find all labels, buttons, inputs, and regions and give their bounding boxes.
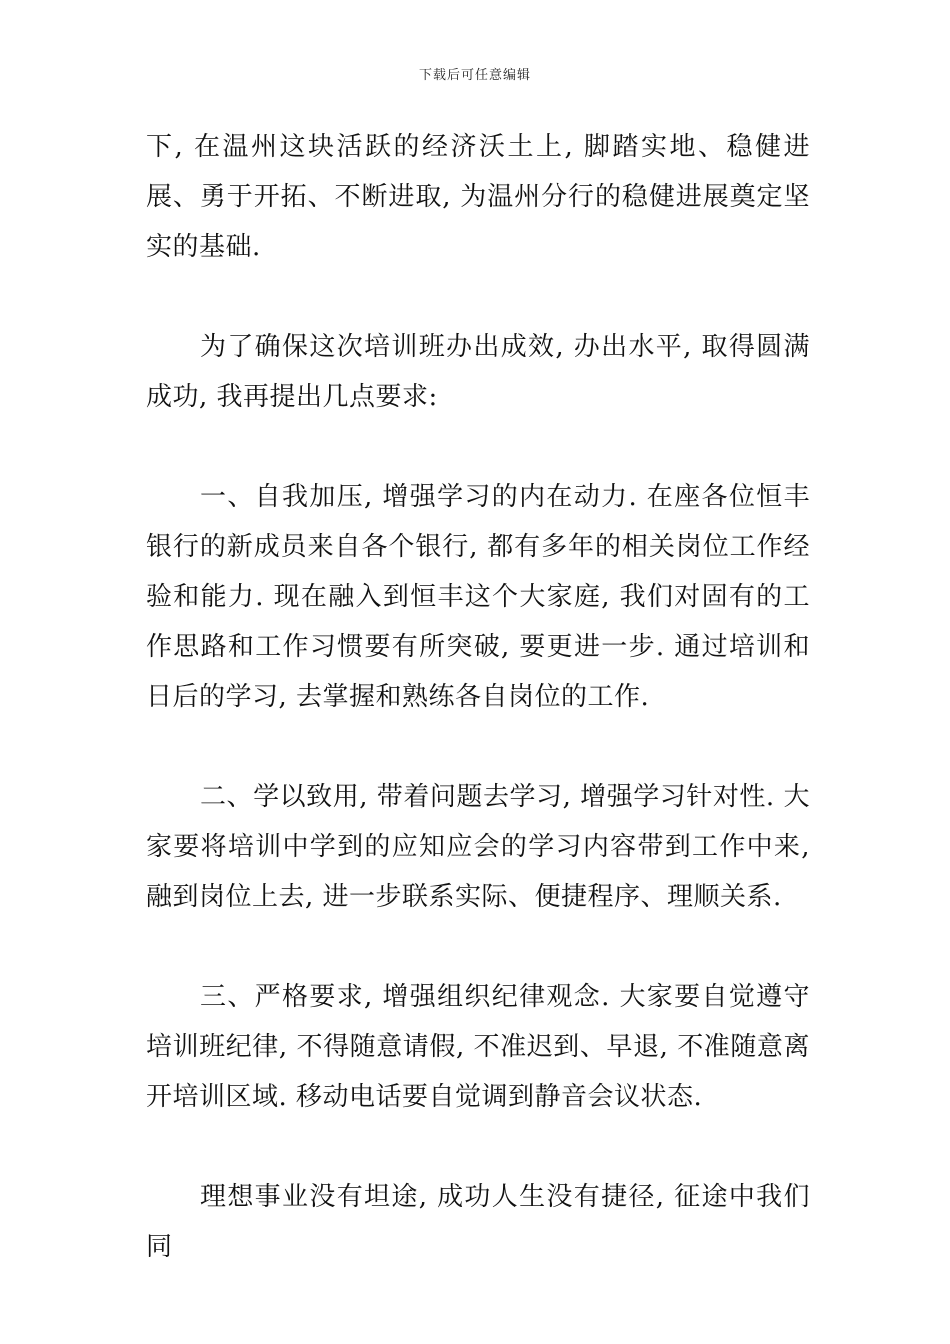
paragraph-requirements-intro: 为了确保这次培训班办出成效, 办出水平, 取得圆满成功, 我再提出几点要求: [146,332,810,412]
paragraph-point-one: 一、自我加压, 增强学习的内在动力. 在座各位恒丰银行的新成员来自各个银行, 都有多年的相关岗位工作经验和能力. 现在融入到恒丰这个大家庭, 我们对固有的工作思路和工作习惯要有所突破, 要更进一步. 通过培训和日后的学习, 去掌握和熟练各自岗位的工作. [146,482,810,712]
paragraph-point-three: 三、严格要求, 增强组织纪律观念. 大家要自觉遵守培训班纪律, 不得随意请假, 不准迟到、早退, 不准随意离开培训区域. 移动电话要自觉调到静音会议状态. [146,982,810,1112]
document-body [146,122,810,1272]
paragraph-continuation: 下, 在温州这块活跃的经济沃土上, 脚踏实地、稳健进展、勇于开拓、不断进取, 为温州分行的稳健进展奠定坚实的基础. [146,132,810,262]
page-header-note: 下载后可任意编辑 [418,68,531,83]
paragraph-point-two: 二、学以致用, 带着问题去学习, 增强学习针对性. 大家要将培训中学到的应知应会的学习内容带到工作中来, 融到岗位上去, 进一步联系实际、便捷程序、理顺关系. [146,782,810,912]
paragraph-closing: 理想事业没有坦途, 成功人生没有捷径, 征途中我们同 [146,1182,810,1262]
